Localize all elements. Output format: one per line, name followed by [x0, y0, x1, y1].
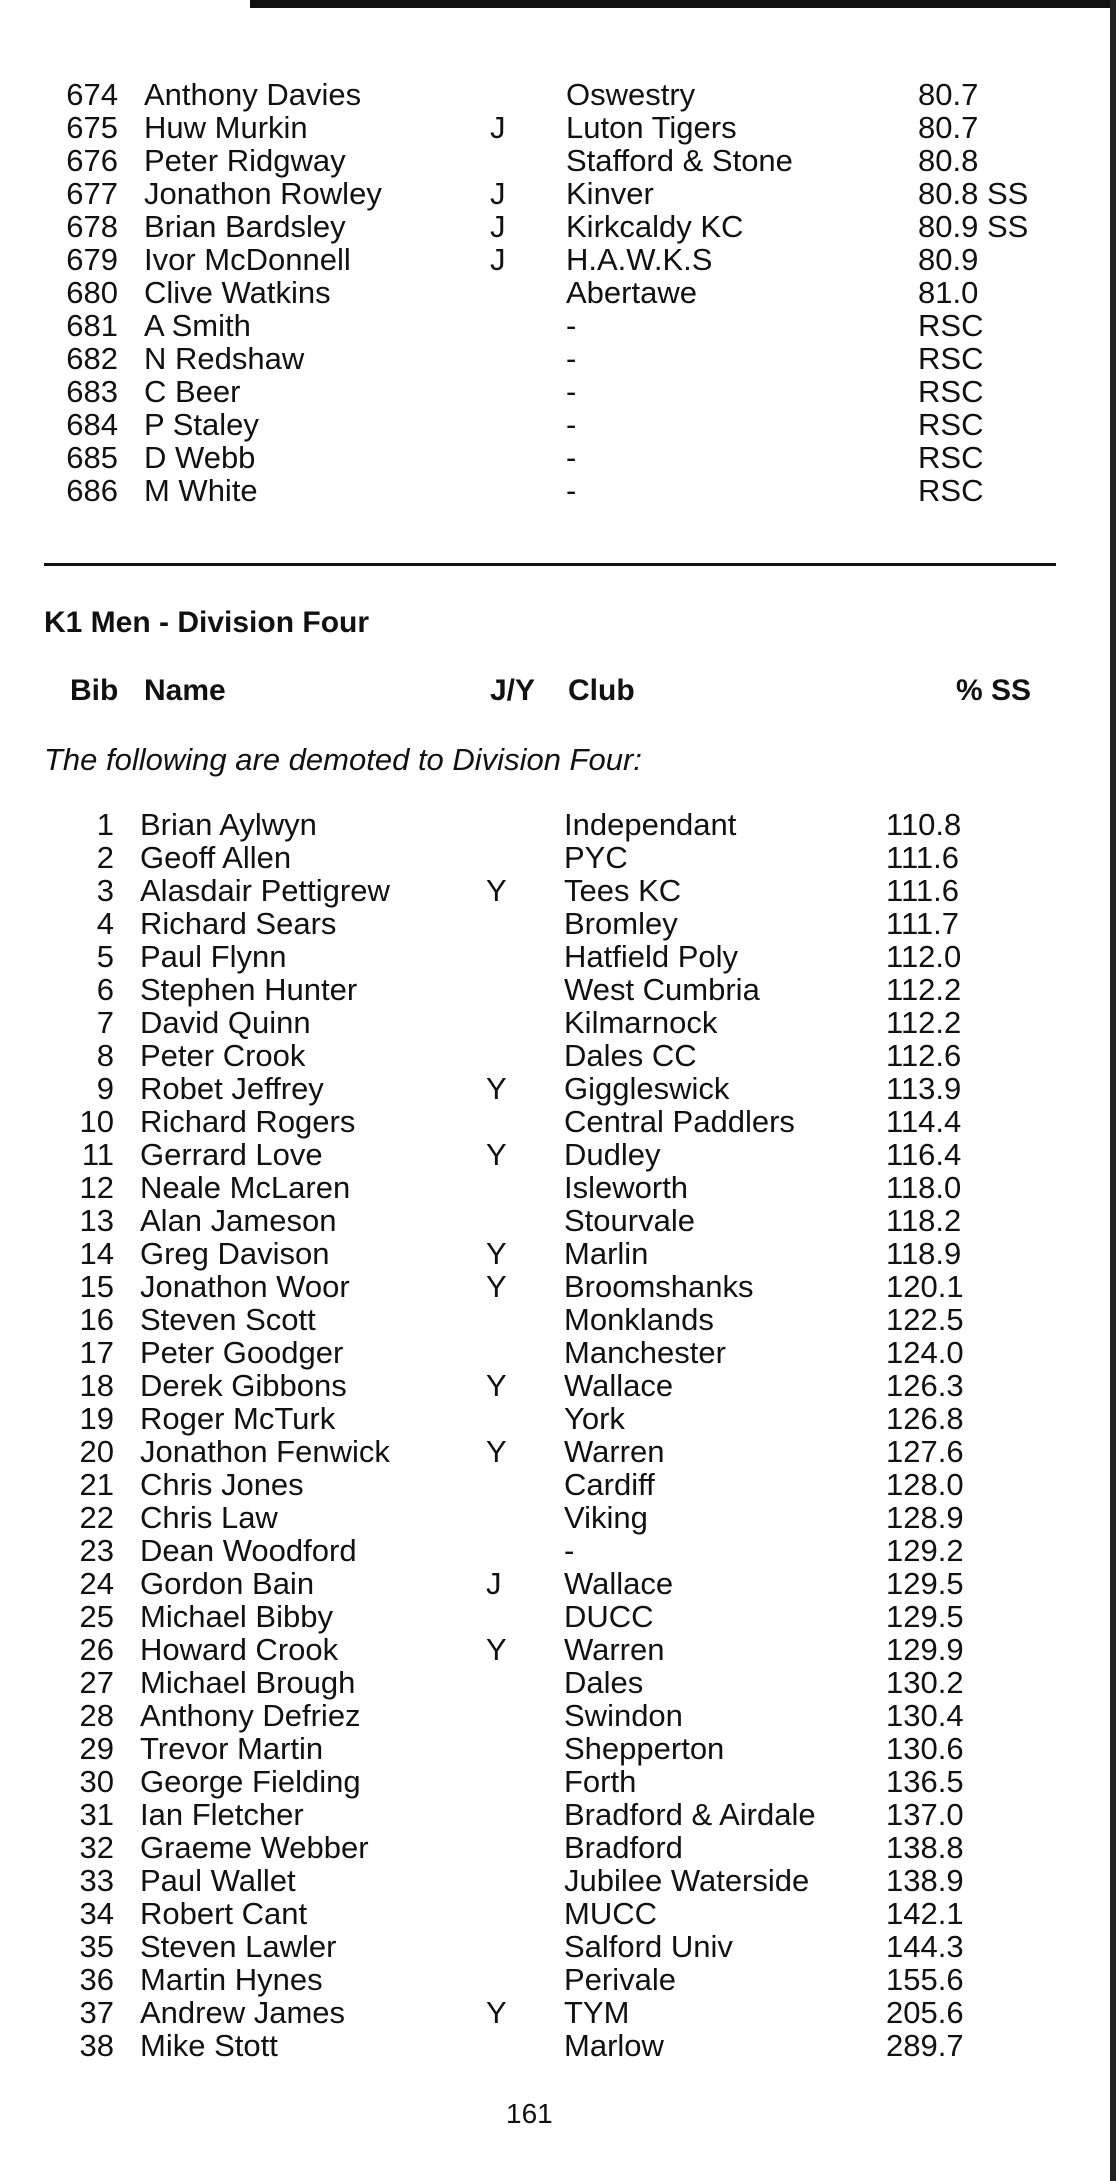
junior-youth-flag: Y [486, 1137, 507, 1172]
bib-number: 32 [79, 1830, 114, 1865]
competitor-name: Robet Jeffrey [140, 1071, 324, 1106]
bib-number: 9 [96, 1071, 114, 1106]
percent-ss: 124.0 [886, 1335, 964, 1370]
result-row [0, 1039, 1116, 1072]
club-name: Warren [564, 1434, 665, 1469]
competitor-name: Neale McLaren [140, 1170, 351, 1205]
bib-number: 4 [96, 906, 114, 941]
competitor-name: Michael Bibby [140, 1599, 333, 1634]
junior-youth-flag: J [490, 242, 506, 277]
competitor-name: Derek Gibbons [140, 1368, 347, 1403]
competitor-name: Ian Fletcher [140, 1797, 304, 1832]
bib-number: 1 [96, 807, 114, 842]
percent-ss: 137.0 [886, 1797, 964, 1832]
club-name: Manchester [564, 1335, 726, 1370]
bib-number: 26 [79, 1632, 114, 1667]
result-row [0, 1171, 1116, 1204]
result-row [0, 1435, 1116, 1468]
column-header-club: Club [568, 674, 635, 707]
bib-number: 686 [66, 473, 118, 508]
bib-number: 676 [66, 143, 118, 178]
competitor-name: Alasdair Pettigrew [140, 873, 390, 908]
bib-number: 3 [96, 873, 114, 908]
percent-ss: 144.3 [886, 1929, 964, 1964]
competitor-name: David Quinn [140, 1005, 311, 1040]
club-name: - [566, 407, 577, 442]
junior-youth-flag: Y [486, 1269, 507, 1304]
result-row [0, 1897, 1116, 1930]
club-name: Giggleswick [564, 1071, 730, 1106]
club-name: York [564, 1401, 625, 1436]
club-name: West Cumbria [564, 972, 760, 1007]
percent-ss: 111.7 [886, 906, 959, 941]
junior-youth-flag: Y [486, 1368, 507, 1403]
club-name: - [564, 1533, 575, 1568]
result-row [0, 1963, 1116, 1996]
club-name: Wallace [564, 1566, 674, 1601]
bib-number: 679 [66, 242, 118, 277]
bib-number: 5 [96, 939, 114, 974]
club-name: Cardiff [564, 1467, 655, 1502]
competitor-name: Richard Sears [140, 906, 337, 941]
result-row [0, 1765, 1116, 1798]
column-header-name: Name [144, 674, 226, 707]
competitor-name: Howard Crook [140, 1632, 339, 1667]
bib-number: 682 [66, 341, 118, 376]
club-name: Warren [564, 1632, 665, 1667]
club-name: Kinver [566, 176, 654, 211]
percent-ss: 126.3 [886, 1368, 964, 1403]
competitor-name: Peter Goodger [140, 1335, 344, 1370]
bib-number: 13 [79, 1203, 114, 1238]
club-name: Marlin [564, 1236, 649, 1271]
competitor-name: Michael Brough [140, 1665, 356, 1700]
bib-number: 19 [79, 1401, 114, 1436]
percent-ss: 114.4 [886, 1104, 962, 1139]
percent-ss: 80.8 [918, 143, 979, 178]
percent-ss: 80.9 [918, 242, 979, 277]
page-number: 161 [506, 2098, 553, 2129]
bib-number: 23 [79, 1533, 114, 1568]
result-row [0, 940, 1116, 973]
percent-ss: 130.4 [886, 1698, 964, 1733]
section-title: K1 Men - Division Four [44, 606, 370, 639]
club-name: Stourvale [564, 1203, 695, 1238]
percent-ss: 112.2 [886, 972, 962, 1007]
bib-number: 684 [66, 407, 118, 442]
percent-ss: 130.2 [886, 1665, 964, 1700]
result-row [0, 342, 1116, 375]
result-row [0, 874, 1116, 907]
club-name: Perivale [564, 1962, 676, 1997]
club-name: Bradford & Airdale [564, 1797, 816, 1832]
club-name: Independant [564, 807, 737, 842]
percent-ss: RSC [918, 440, 984, 475]
result-row [0, 1270, 1116, 1303]
competitor-name: Paul Flynn [140, 939, 287, 974]
result-row [0, 1864, 1116, 1897]
demotion-note: The following are demoted to Division Four: [44, 742, 642, 777]
bib-number: 38 [79, 2028, 114, 2063]
percent-ss: 289.7 [886, 2028, 964, 2063]
bib-number: 20 [79, 1434, 114, 1469]
result-row [0, 1303, 1116, 1336]
result-row [0, 1468, 1116, 1501]
percent-ss: RSC [918, 308, 984, 343]
percent-ss: 80.8 SS [918, 176, 1029, 211]
club-name: - [566, 308, 577, 343]
club-name: DUCC [564, 1599, 654, 1634]
bib-number: 7 [96, 1005, 114, 1040]
percent-ss: 112.6 [886, 1038, 962, 1073]
club-name: Luton Tigers [566, 110, 737, 145]
club-name: - [566, 341, 577, 376]
club-name: Monklands [564, 1302, 714, 1337]
percent-ss: 142.1 [886, 1896, 964, 1931]
competitor-name: Huw Murkin [144, 110, 308, 145]
club-name: Bradford [564, 1830, 683, 1865]
percent-ss: 113.9 [886, 1071, 962, 1106]
percent-ss: 128.9 [886, 1500, 964, 1535]
bib-number: 21 [79, 1467, 114, 1502]
competitor-name: Steven Lawler [140, 1929, 337, 1964]
junior-youth-flag: J [490, 209, 506, 244]
club-name: H.A.W.K.S [566, 242, 713, 277]
percent-ss: RSC [918, 407, 984, 442]
club-name: Dudley [564, 1137, 661, 1172]
competitor-name: Richard Rogers [140, 1104, 356, 1139]
competitor-name: M White [144, 473, 258, 508]
competitor-name: Gordon Bain [140, 1566, 315, 1601]
competitor-name: Ivor McDonnell [144, 242, 351, 277]
competitor-name: Anthony Defriez [140, 1698, 361, 1733]
junior-youth-flag: Y [486, 873, 507, 908]
result-row [0, 1237, 1116, 1270]
percent-ss: 118.2 [886, 1203, 962, 1238]
percent-ss: 205.6 [886, 1995, 964, 2030]
result-row [0, 1831, 1116, 1864]
competitor-name: Mike Stott [140, 2028, 278, 2063]
percent-ss: 129.2 [886, 1533, 964, 1568]
competitor-name: Chris Law [140, 1500, 278, 1535]
percent-ss: 111.6 [886, 873, 959, 908]
percent-ss: 130.6 [886, 1731, 964, 1766]
competitor-name: Jonathon Woor [140, 1269, 350, 1304]
bib-number: 15 [79, 1269, 114, 1304]
bib-number: 675 [66, 110, 118, 145]
bib-number: 34 [79, 1896, 114, 1931]
bib-number: 677 [66, 176, 118, 211]
bib-number: 24 [79, 1566, 114, 1601]
junior-youth-flag: Y [486, 1434, 507, 1469]
percent-ss: 116.4 [886, 1137, 962, 1172]
competitor-name: N Redshaw [144, 341, 305, 376]
competitor-name: Dean Woodford [140, 1533, 357, 1568]
bib-number: 31 [79, 1797, 114, 1832]
bib-number: 22 [79, 1500, 114, 1535]
result-row [0, 210, 1116, 243]
result-row [0, 408, 1116, 441]
result-row [0, 1798, 1116, 1831]
competitor-name: Peter Crook [140, 1038, 306, 1073]
bib-number: 36 [79, 1962, 114, 1997]
bib-number: 12 [79, 1170, 114, 1205]
club-name: TYM [564, 1995, 630, 2030]
competitor-name: Paul Wallet [140, 1863, 296, 1898]
club-name: Isleworth [564, 1170, 689, 1205]
percent-ss: 112.2 [886, 1005, 962, 1040]
club-name: Dales CC [564, 1038, 697, 1073]
result-row [0, 907, 1116, 940]
result-row [0, 474, 1116, 507]
bib-number: 2 [96, 840, 114, 875]
club-name: Jubilee Waterside [564, 1863, 810, 1898]
result-row [0, 1930, 1116, 1963]
percent-ss: 81.0 [918, 275, 979, 310]
percent-ss: 129.9 [886, 1632, 964, 1667]
percent-ss: RSC [918, 341, 984, 376]
bib-number: 27 [79, 1665, 114, 1700]
competitor-name: Anthony Davies [144, 77, 362, 112]
result-row [0, 1633, 1116, 1666]
result-row [0, 177, 1116, 210]
competitor-name: Gerrard Love [140, 1137, 323, 1172]
result-row [0, 1600, 1116, 1633]
result-row [0, 78, 1116, 111]
bib-number: 35 [79, 1929, 114, 1964]
bib-number: 681 [66, 308, 118, 343]
percent-ss: 112.0 [886, 939, 962, 974]
percent-ss: 155.6 [886, 1962, 964, 1997]
club-name: - [566, 374, 577, 409]
column-header-bib: Bib [70, 674, 119, 707]
competitor-name: Graeme Webber [140, 1830, 369, 1865]
bib-number: 683 [66, 374, 118, 409]
percent-ss: 118.0 [886, 1170, 962, 1205]
result-row [0, 1666, 1116, 1699]
bib-number: 6 [96, 972, 114, 1007]
club-name: - [566, 440, 577, 475]
competitor-name: Geoff Allen [140, 840, 292, 875]
club-name: Kirkcaldy KC [566, 209, 744, 244]
competitor-name: Steven Scott [140, 1302, 316, 1337]
club-name: Stafford & Stone [566, 143, 793, 178]
percent-ss: 110.8 [886, 807, 962, 842]
junior-youth-flag: Y [486, 1995, 507, 2030]
bib-number: 18 [79, 1368, 114, 1403]
percent-ss: 138.8 [886, 1830, 964, 1865]
result-row [0, 1072, 1116, 1105]
club-name: Swindon [564, 1698, 683, 1733]
percent-ss: RSC [918, 473, 984, 508]
result-row [0, 1402, 1116, 1435]
competitor-name: D Webb [144, 440, 256, 475]
result-row [0, 1006, 1116, 1039]
percent-ss: 118.9 [886, 1236, 962, 1271]
club-name: - [566, 473, 577, 508]
percent-ss: 120.1 [886, 1269, 964, 1304]
club-name: Central Paddlers [564, 1104, 795, 1139]
competitor-name: George Fielding [140, 1764, 361, 1799]
competitor-name: Andrew James [140, 1995, 346, 2030]
competitor-name: A Smith [144, 308, 251, 343]
bib-number: 29 [79, 1731, 114, 1766]
competitor-name: Chris Jones [140, 1467, 304, 1502]
junior-youth-flag: J [490, 110, 506, 145]
bib-number: 28 [79, 1698, 114, 1733]
column-header-jy: J/Y [490, 674, 536, 707]
club-name: Abertawe [566, 275, 697, 310]
club-name: Forth [564, 1764, 637, 1799]
bib-number: 8 [96, 1038, 114, 1073]
percent-ss: 138.9 [886, 1863, 964, 1898]
bib-number: 680 [66, 275, 118, 310]
bib-number: 30 [79, 1764, 114, 1799]
competitor-name: Stephen Hunter [140, 972, 358, 1007]
percent-ss: 136.5 [886, 1764, 964, 1799]
column-header-ss: % SS [956, 674, 1032, 707]
club-name: Kilmarnock [564, 1005, 718, 1040]
junior-youth-flag: J [486, 1566, 502, 1601]
result-row [0, 309, 1116, 342]
competitor-name: Clive Watkins [144, 275, 331, 310]
competitor-name: Brian Aylwyn [140, 807, 317, 842]
result-row [0, 1336, 1116, 1369]
section-divider [44, 563, 1056, 566]
club-name: Marlow [564, 2028, 664, 2063]
result-row [0, 1138, 1116, 1171]
club-name: Broomshanks [564, 1269, 754, 1304]
result-row [0, 243, 1116, 276]
competitor-name: Alan Jameson [140, 1203, 337, 1238]
bib-number: 14 [79, 1236, 114, 1271]
competitor-name: Jonathon Fenwick [140, 1434, 390, 1469]
competitor-name: C Beer [144, 374, 241, 409]
bib-number: 25 [79, 1599, 114, 1634]
result-row [0, 1699, 1116, 1732]
club-name: Salford Univ [564, 1929, 733, 1964]
result-row [0, 276, 1116, 309]
bib-number: 33 [79, 1863, 114, 1898]
percent-ss: 80.7 [918, 110, 979, 145]
junior-youth-flag: Y [486, 1236, 507, 1271]
bib-number: 11 [81, 1137, 114, 1172]
club-name: Oswestry [566, 77, 696, 112]
club-name: Bromley [564, 906, 678, 941]
result-row [0, 808, 1116, 841]
bib-number: 17 [79, 1335, 114, 1370]
competitor-name: Greg Davison [140, 1236, 330, 1271]
result-row [0, 441, 1116, 474]
result-row [0, 1369, 1116, 1402]
result-row [0, 1534, 1116, 1567]
result-row [0, 2029, 1116, 2062]
percent-ss: 126.8 [886, 1401, 964, 1436]
bib-number: 10 [79, 1104, 114, 1139]
result-row [0, 973, 1116, 1006]
result-row [0, 1105, 1116, 1138]
percent-ss: 80.9 SS [918, 209, 1029, 244]
competitor-name: Brian Bardsley [144, 209, 346, 244]
result-row [0, 1567, 1116, 1600]
division-four-results-list [0, 808, 1116, 2062]
bib-number: 678 [66, 209, 118, 244]
result-row [0, 375, 1116, 408]
club-name: Shepperton [564, 1731, 725, 1766]
club-name: Viking [564, 1500, 648, 1535]
club-name: Dales [564, 1665, 644, 1700]
result-row [0, 841, 1116, 874]
percent-ss: 128.0 [886, 1467, 964, 1502]
club-name: Hatfield Poly [564, 939, 739, 974]
result-row [0, 144, 1116, 177]
bib-number: 674 [66, 77, 118, 112]
percent-ss: 111.6 [886, 840, 959, 875]
percent-ss: 127.6 [886, 1434, 964, 1469]
percent-ss: 129.5 [886, 1566, 964, 1601]
bib-number: 37 [79, 1995, 114, 2030]
club-name: MUCC [564, 1896, 657, 1931]
junior-youth-flag: J [490, 176, 506, 211]
junior-youth-flag: Y [486, 1632, 507, 1667]
bib-number: 16 [79, 1302, 114, 1337]
club-name: PYC [564, 840, 628, 875]
result-row [0, 1996, 1116, 2029]
percent-ss: 122.5 [886, 1302, 964, 1337]
result-row [0, 1204, 1116, 1237]
competitor-name: Roger McTurk [140, 1401, 336, 1436]
result-row [0, 1732, 1116, 1765]
bib-number: 685 [66, 440, 118, 475]
result-row [0, 111, 1116, 144]
competitor-name: Jonathon Rowley [144, 176, 382, 211]
competitor-name: Trevor Martin [140, 1731, 324, 1766]
division-three-results-list [0, 78, 1116, 507]
competitor-name: Peter Ridgway [144, 143, 346, 178]
percent-ss: 129.5 [886, 1599, 964, 1634]
club-name: Wallace [564, 1368, 674, 1403]
percent-ss: RSC [918, 374, 984, 409]
club-name: Tees KC [564, 873, 682, 908]
result-row [0, 1501, 1116, 1534]
competitor-name: Robert Cant [140, 1896, 308, 1931]
scan-edge-top [250, 0, 1116, 8]
competitor-name: P Staley [144, 407, 259, 442]
junior-youth-flag: Y [486, 1071, 507, 1106]
percent-ss: 80.7 [918, 77, 979, 112]
competitor-name: Martin Hynes [140, 1962, 323, 1997]
